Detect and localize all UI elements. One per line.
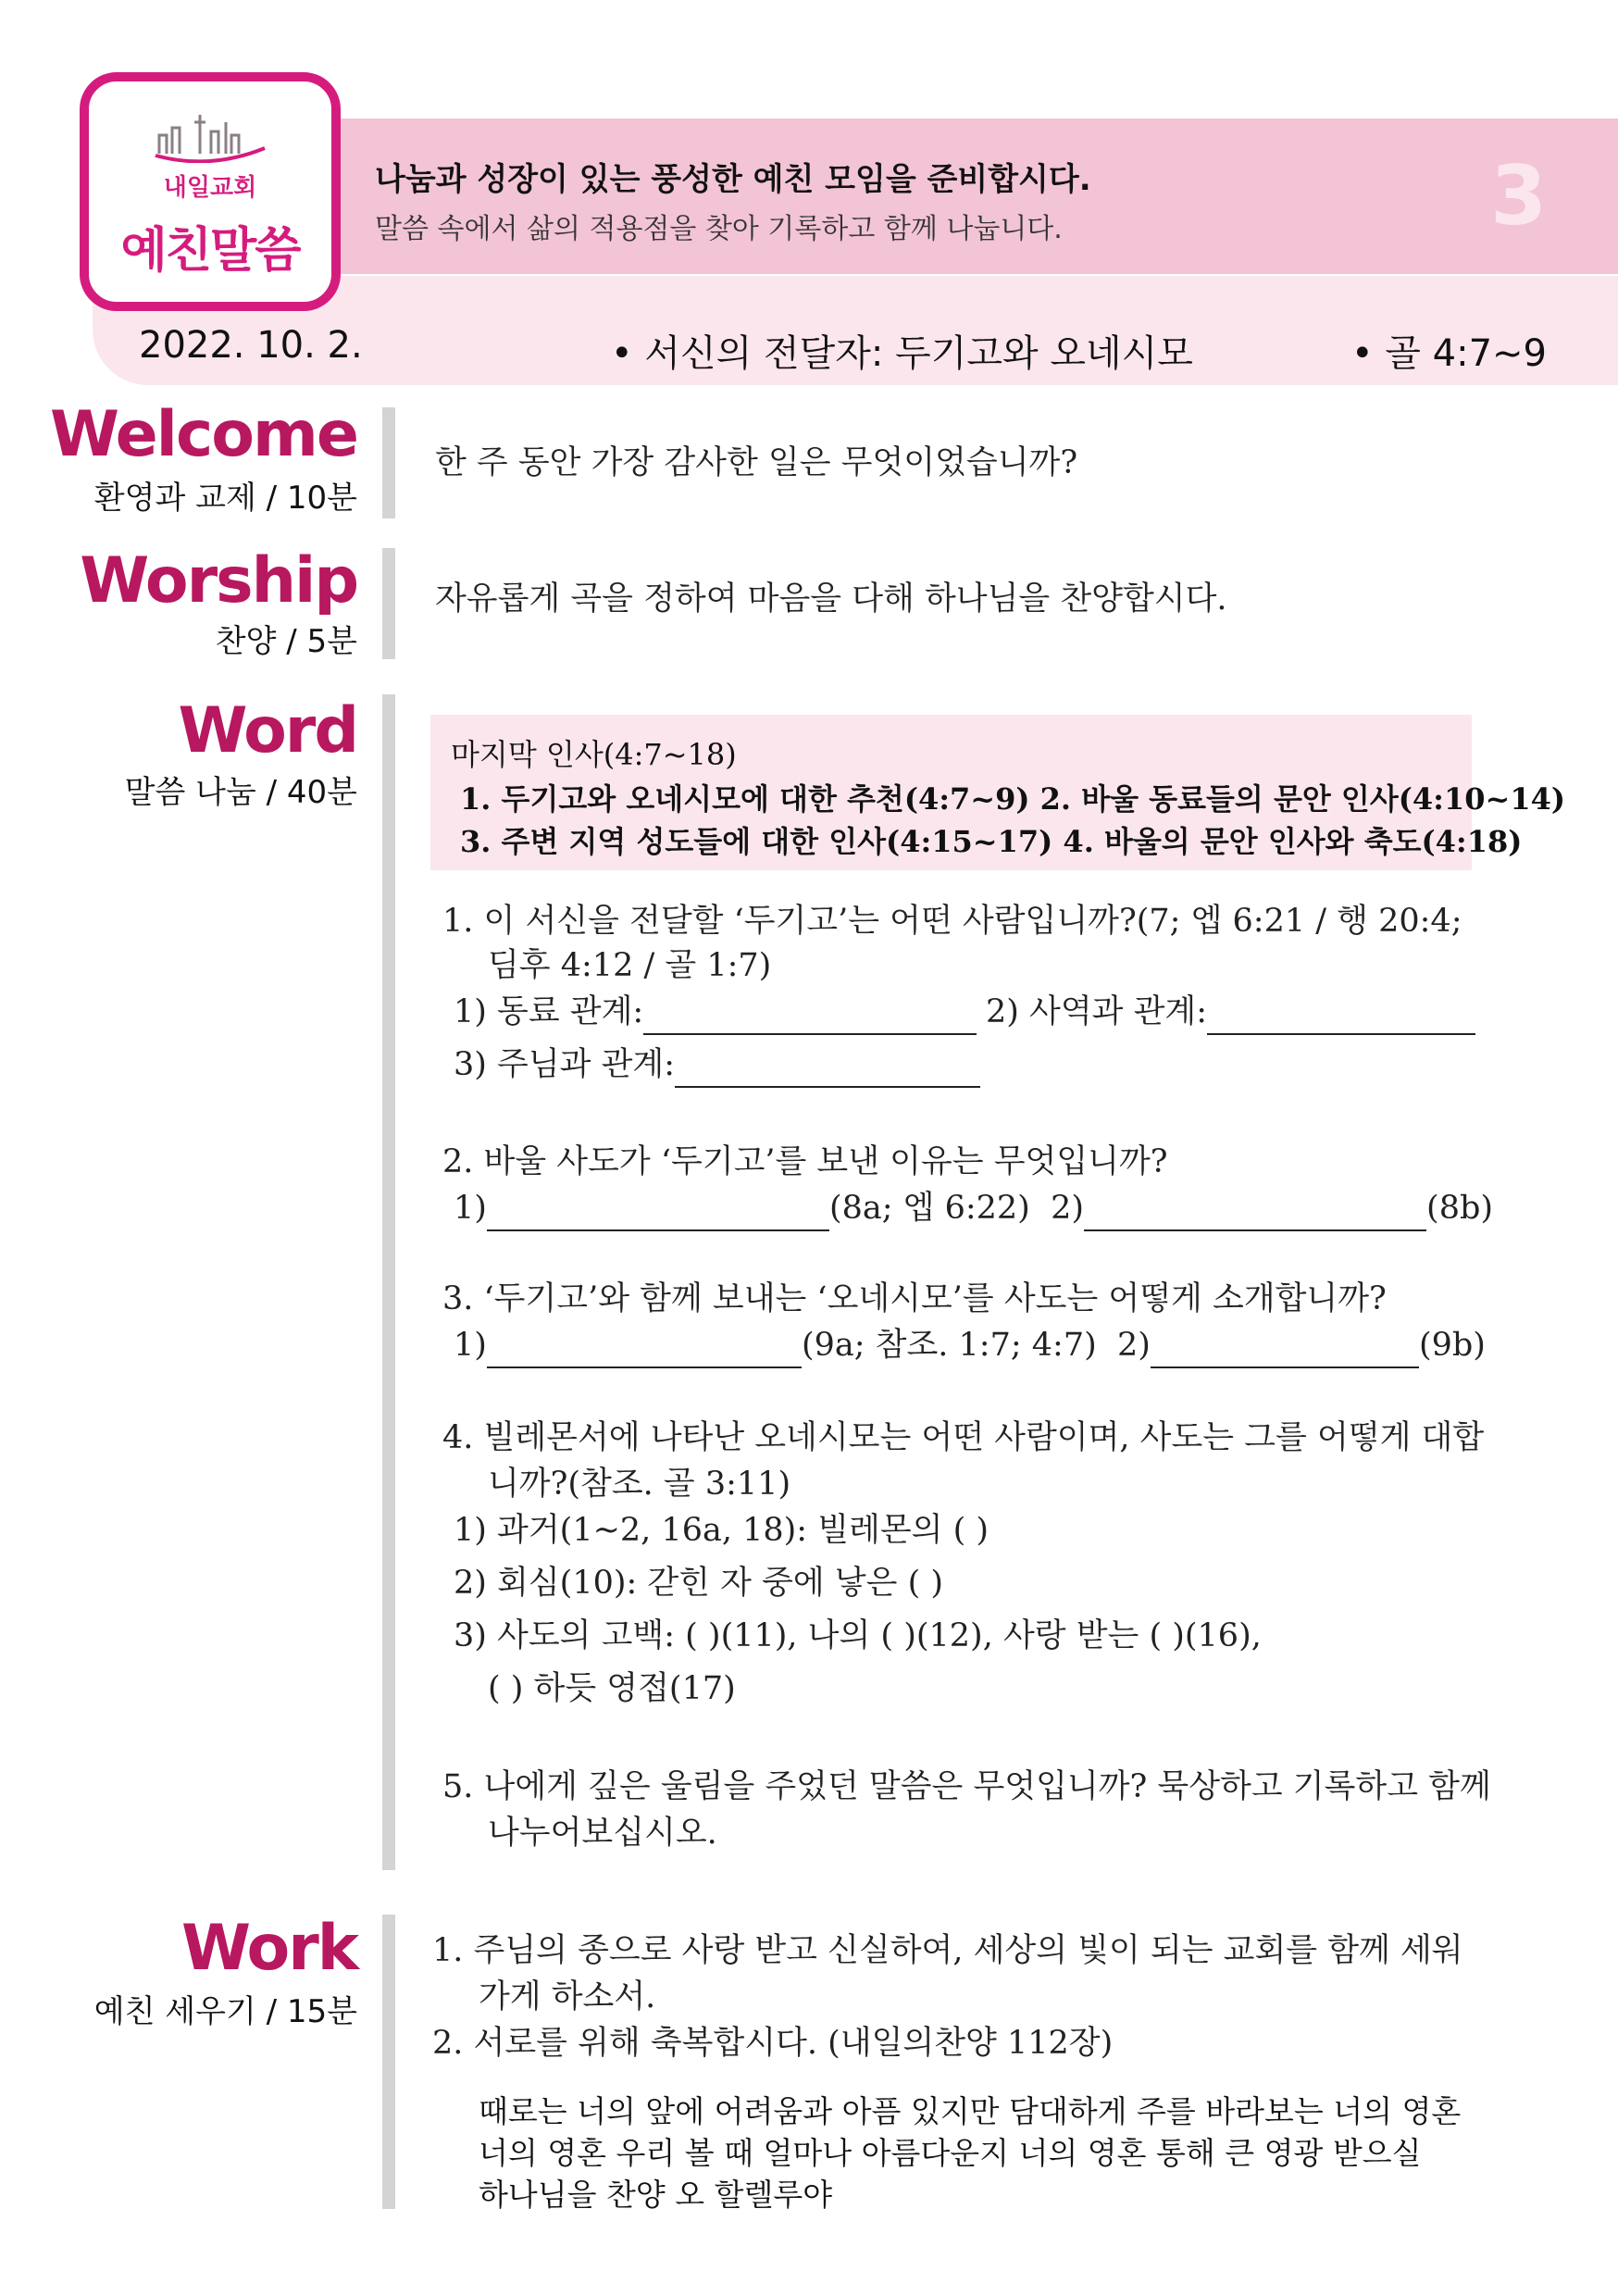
question-4-cont: 니까?(참조. 골 3:11): [488, 1466, 791, 1503]
header-subtitle: 말씀 속에서 삶의 적용점을 찾아 기록하고 함께 나눕니다.: [375, 213, 1063, 245]
lesson-title: • 서신의 전달자: 두기고와 오네시모: [611, 332, 1193, 375]
answer-blank[interactable]: [487, 1192, 829, 1231]
prayer-item-1: 1. 주님의 종으로 사랑 받고 신실하여, 세상의 빛이 되는 교회를 함께 세워: [432, 1932, 1463, 1969]
date: 2022. 10. 2.: [139, 324, 363, 367]
answer-label: 2) 사역과 관계:: [986, 993, 1208, 1030]
page-number: 3: [1490, 148, 1548, 243]
question-4: 4. 빌레몬서에 나타난 오네시모는 어떤 사람이며, 사도는 그를 어떻게 대합: [442, 1419, 1485, 1456]
worship-text: 자유롭게 곡을 정하여 마음을 다해 하나님을 찬양합시다.: [435, 580, 1227, 618]
answer-blank[interactable]: [1151, 1329, 1419, 1368]
answer-line: [454, 1042, 980, 1088]
welcome-question: 한 주 동안 가장 감사한 일은 무엇이었습니까?: [435, 444, 1078, 481]
answer-line: 2) 회심(10): 갇힌 자 중에 낳은 ( ): [454, 1565, 944, 1602]
answer-label: 2): [1117, 1327, 1151, 1364]
summary-line: 1. 두기고와 오네시모에 대한 추천(4:7~9) 2. 바울 동료들의 문안 인사(4:10~14): [460, 781, 1565, 817]
answer-blank[interactable]: [1084, 1192, 1426, 1231]
answer-label: 1) 동료 관계:: [454, 993, 644, 1030]
answer-line: [454, 1185, 1493, 1231]
welcome-subheading: 환영과 교제 / 10분: [93, 480, 357, 517]
answer-ref: (8a; 엡 6:22): [828, 1190, 1030, 1227]
prayer-item-1-cont: 가게 하소서.: [479, 1978, 656, 2015]
scripture-reference: • 골 4:7~9: [1351, 332, 1548, 375]
header-title: 나눔과 성장이 있는 풍성한 예친 모임을 준비합시다.: [375, 161, 1091, 198]
prayer-item-2: 2. 서로를 위해 축복합시다. (내일의찬양 112장): [432, 2025, 1114, 2062]
question-2: 2. 바울 사도가 ‘두기고’를 보낸 이유는 무엇입니까?: [442, 1143, 1168, 1180]
question-5: 5. 나에게 깊은 울림을 주었던 말씀은 무엇입니까? 묵상하고 기록하고 함께: [442, 1768, 1491, 1805]
worship-subheading: 찬양 / 5분: [215, 623, 357, 660]
answer-blank[interactable]: [487, 1329, 802, 1368]
answer-line: 1) 과거(1~2, 16a, 18): 빌레몬의 ( ): [454, 1512, 989, 1549]
worship-divider: [382, 548, 395, 659]
word-divider: [382, 694, 395, 1870]
question-1: 1. 이 서신을 전달할 ‘두기고’는 어떤 사람입니까?(7; 엡 6:21 / 행 20:4;: [442, 903, 1462, 940]
church-logo: [80, 72, 341, 311]
worship-heading: Worship: [80, 544, 357, 618]
summary-heading: 마지막 인사(4:7~18): [451, 737, 737, 772]
word-heading: Word: [178, 694, 357, 767]
summary-line: 3. 주변 지역 성도들에 대한 인사(4:15~17) 4. 바울의 문안 인사와 축도(4:18): [460, 824, 1523, 859]
song-lyrics-line: 때로는 너의 앞에 어려움과 아픔 있지만 담대하게 주를 바라보는 너의 영혼: [479, 2093, 1462, 2129]
question-5-cont: 나누어보십시오.: [488, 1815, 717, 1852]
question-1-cont: 딤후 4:12 / 골 1:7): [488, 947, 772, 984]
answer-label: 3) 주님과 관계:: [454, 1046, 676, 1083]
answer-line: 3) 사도의 고백: ( )(11), 나의 ( )(12), 사랑 받는 ( )(16),: [454, 1617, 1262, 1654]
work-divider: [382, 1915, 395, 2209]
song-lyrics-line: 하나님을 찬양 오 할렐루야: [479, 2177, 833, 2213]
answer-line: [454, 1322, 1486, 1368]
answer-ref: (9b): [1418, 1327, 1486, 1364]
answer-label: 2): [1051, 1190, 1085, 1227]
answer-line: ( ) 하듯 영접(17): [488, 1670, 736, 1707]
church-skyline-icon: [154, 107, 267, 163]
welcome-divider: [382, 407, 395, 518]
passage-summary: [430, 715, 1565, 870]
song-lyrics-line: 너의 영혼 우리 볼 때 얼마나 아름다운지 너의 영혼 통해 큰 영광 받으실: [479, 2135, 1422, 2171]
answer-ref: (8b): [1426, 1190, 1494, 1227]
welcome-heading: Welcome: [49, 398, 357, 471]
work-heading: Work: [180, 1912, 357, 1985]
answer-label: 1): [454, 1190, 487, 1227]
word-subheading: 말씀 나눔 / 40분: [124, 774, 357, 811]
work-subheading: 예친 세우기 / 15분: [93, 1993, 357, 2030]
answer-blank[interactable]: [675, 1049, 980, 1088]
answer-line: [454, 989, 977, 1035]
question-3: 3. ‘두기고’와 함께 보내는 ‘오네시모’를 사도는 어떻게 소개합니까?: [442, 1280, 1387, 1317]
answer-blank[interactable]: [643, 996, 977, 1035]
answer-line: [986, 989, 1475, 1035]
answer-ref: (9a; 참조. 1:7; 4:7): [801, 1327, 1097, 1364]
answer-label: 1): [454, 1327, 487, 1364]
answer-blank[interactable]: [1207, 996, 1475, 1035]
church-name: 내일교회: [163, 174, 257, 202]
logo-title: 예친말씀: [120, 223, 300, 279]
